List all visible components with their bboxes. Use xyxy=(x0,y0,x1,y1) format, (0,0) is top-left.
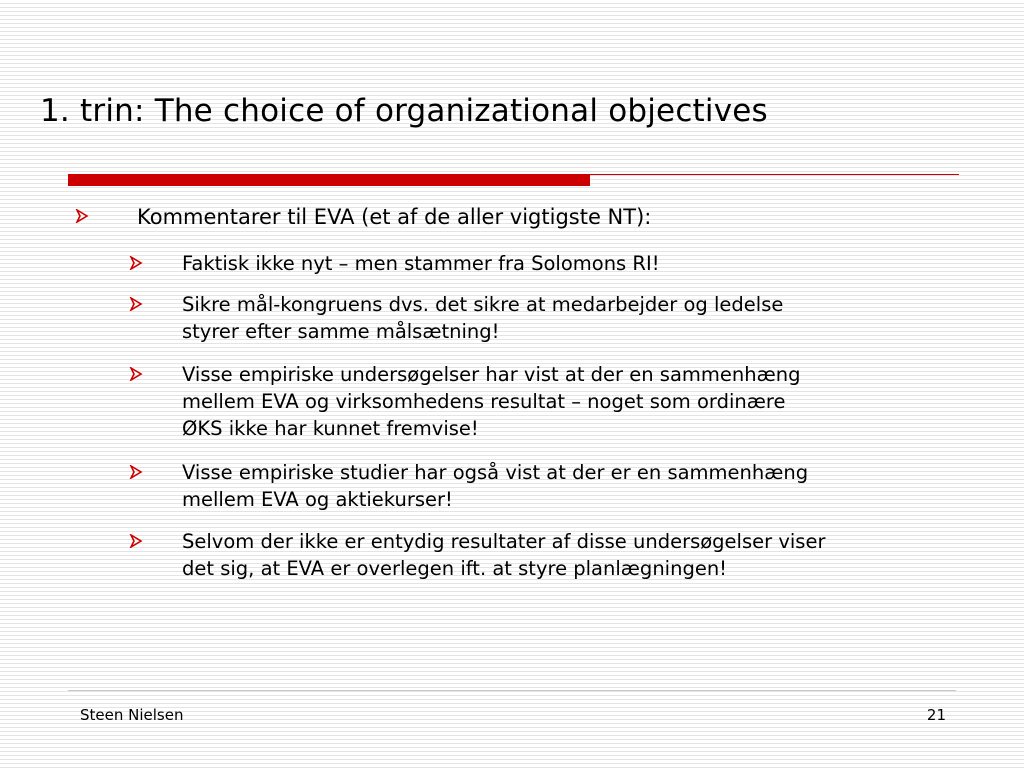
footer-author: Steen Nielsen xyxy=(80,706,184,724)
sub-bullet-item xyxy=(182,361,952,442)
sub-bullet-line: Faktisk ikke nyt – men stammer fra Solomons RI! xyxy=(182,252,660,275)
arrow-bullet-icon xyxy=(129,256,143,270)
sub-bullet-line: Selvom der ikke er entydig resultater af disse undersøgelser viser xyxy=(182,530,826,553)
sub-bullet-line: mellem EVA og aktiekurser! xyxy=(182,488,453,511)
sub-bullet-line: styrer efter samme målsætning! xyxy=(182,320,500,343)
sub-bullet-line: det sig, at EVA er overlegen ift. at styre planlægningen! xyxy=(182,557,728,580)
bullet-item-main xyxy=(137,203,651,231)
footer-divider xyxy=(68,690,956,691)
slide-title: 1. trin: The choice of organizational objectives xyxy=(40,93,768,129)
sub-bullet-line: Visse empiriske undersøgelser har vist at der en sammenhæng xyxy=(182,363,801,386)
sub-bullet-line: ØKS ikke har kunnet fremvise! xyxy=(182,417,479,440)
sub-bullet-line: mellem EVA og virksomhedens resultat – noget som ordinære xyxy=(182,390,786,413)
arrow-bullet-icon xyxy=(129,534,143,548)
arrow-bullet-icon xyxy=(129,465,143,479)
arrow-bullet-icon xyxy=(129,297,143,311)
title-divider-accent xyxy=(68,174,590,186)
sub-bullet-line: Sikre mål-kongruens dvs. det sikre at medarbejder og ledelse xyxy=(182,293,784,316)
arrow-bullet-icon xyxy=(129,367,143,381)
sub-bullet-line: Visse empiriske studier har også vist at der er en sammenhæng xyxy=(182,461,809,484)
sub-bullet-item xyxy=(182,250,952,277)
page-number: 21 xyxy=(926,706,946,724)
sub-bullet-item xyxy=(182,528,952,582)
sub-bullet-item xyxy=(182,291,952,345)
arrow-bullet-icon xyxy=(75,209,89,223)
sub-bullet-item xyxy=(182,459,952,513)
bullet-text: Kommentarer til EVA (et af de aller vigtigste NT): xyxy=(137,205,652,229)
